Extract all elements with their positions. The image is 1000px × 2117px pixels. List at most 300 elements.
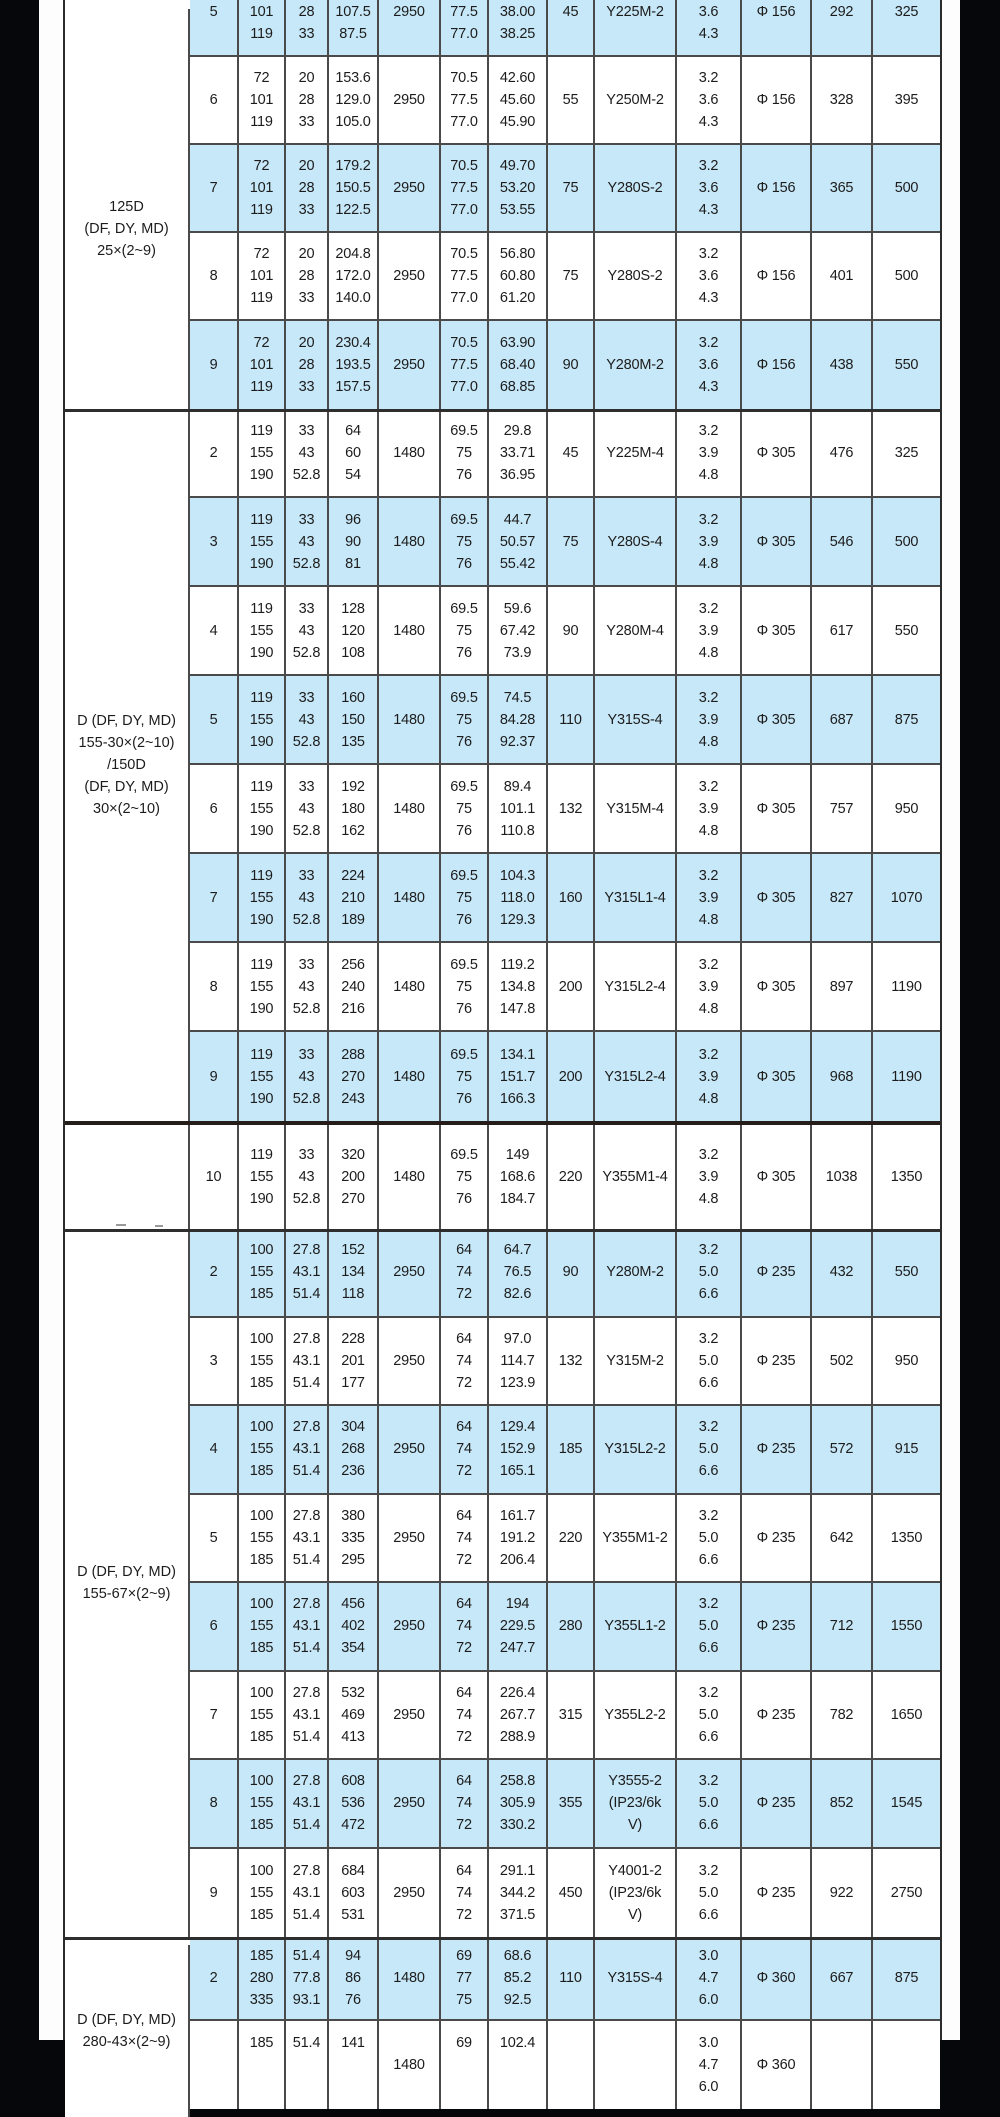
cell-npsh — [677, 2021, 742, 2109]
cell-value: 27.8 — [292, 1242, 321, 1259]
cell-value: 6 — [209, 92, 218, 108]
cell-value: 73.9 — [503, 644, 532, 661]
cell-value: 4.3 — [698, 379, 719, 395]
cell-value: 3.9 — [698, 889, 719, 906]
cell-value: 4.8 — [698, 466, 719, 483]
cell-value: 9 — [209, 1068, 218, 1085]
cell-value: 77 — [456, 1970, 472, 1986]
cell-value: 1480 — [393, 1168, 425, 1185]
cell-power — [489, 676, 548, 763]
cell-value: 77.0 — [450, 26, 478, 42]
cell-imp — [742, 1583, 812, 1670]
cell-value: 3.6 — [698, 92, 719, 108]
cell-npsh — [677, 498, 742, 585]
cell-speed — [379, 676, 441, 763]
table-row — [190, 145, 940, 233]
cell-speed — [379, 498, 441, 585]
cell-value: 74 — [456, 1795, 472, 1812]
cell-value: 380 — [341, 1507, 365, 1524]
cell-value: 2950 — [393, 1352, 425, 1369]
cell-pm — [548, 1583, 595, 1670]
cell-model — [595, 1760, 677, 1847]
cell-value: 90 — [562, 622, 579, 639]
cell-value: 61.20 — [499, 290, 536, 306]
cell-price — [873, 1760, 940, 1847]
cell-value: 77.5 — [450, 180, 478, 196]
cell-value: 33 — [298, 202, 315, 218]
cell-imp — [742, 0, 812, 55]
cell-value: 617 — [829, 622, 854, 639]
cell-flow — [239, 1318, 286, 1405]
cell-value: 100 — [249, 1242, 274, 1259]
cell-value: 28 — [298, 92, 315, 108]
cell-value: 2950 — [393, 180, 425, 196]
cell-head — [329, 1124, 379, 1229]
cell-value: 72 — [456, 1640, 472, 1657]
cell-value: 1480 — [393, 711, 425, 728]
cell-value: 4.7 — [698, 2057, 719, 2073]
cell-h1 — [286, 321, 329, 409]
cell-value: Φ 305 — [756, 978, 796, 995]
cell-value: 532 — [341, 1684, 365, 1701]
cell-value: 20 — [298, 335, 315, 351]
cell-value: 33 — [298, 114, 315, 130]
cell-value: 68.40 — [499, 357, 536, 373]
cell-weight — [812, 321, 873, 409]
cell-imp — [742, 145, 812, 231]
cell-value: 118 — [341, 1286, 365, 1303]
cell-value: 60.80 — [499, 268, 536, 284]
cell-value: 76 — [456, 733, 472, 750]
cell-npsh — [677, 587, 742, 674]
table-row — [190, 1406, 940, 1495]
cell-value: 270 — [341, 1068, 365, 1085]
cell-value: 1190 — [891, 1068, 922, 1085]
cell-value: 101 — [249, 4, 274, 20]
cell-value: 190 — [249, 644, 274, 661]
cell-value: 38.25 — [499, 26, 536, 42]
table-section-D155-67-series — [65, 1229, 940, 1937]
cell-value: 185 — [249, 1640, 274, 1657]
cell-eff — [441, 1406, 489, 1493]
cell-value: 43.1 — [292, 1884, 321, 1901]
cell-value: Φ 305 — [756, 889, 796, 906]
cell-value: 438 — [829, 357, 854, 373]
cell-head — [329, 1849, 379, 1938]
cell-value: Y280S-2 — [607, 268, 663, 284]
cell-value: 371.5 — [499, 1906, 536, 1923]
cell-head — [329, 1760, 379, 1847]
cell-value: 100 — [249, 1507, 274, 1524]
cell-value: 69.5 — [450, 689, 478, 706]
cell-flow — [239, 854, 286, 941]
cell-value: Y355M1-2 — [602, 1529, 668, 1546]
page-break-line — [65, 1121, 940, 1125]
cell-value: 76 — [456, 644, 472, 661]
cell-value: 84.28 — [499, 711, 536, 728]
cell-value: 3.2 — [698, 1419, 719, 1436]
cell-power — [489, 321, 548, 409]
cell-value: 2750 — [890, 1884, 923, 1901]
cell-pm — [548, 233, 595, 319]
cell-value: 43 — [298, 978, 315, 995]
cell-value: 114.7 — [500, 1352, 535, 1369]
cell-value: 43 — [298, 622, 315, 639]
cell-speed — [379, 1672, 441, 1759]
cell-value: 550 — [894, 357, 919, 373]
cell-value: 72 — [253, 70, 270, 86]
cell-value: 288.9 — [499, 1728, 536, 1745]
cell-value: 2 — [209, 1970, 218, 1986]
cell-eff — [441, 676, 489, 763]
cell-imp — [742, 765, 812, 852]
cell-value: 228 — [341, 1330, 365, 1347]
cell-flow — [239, 409, 286, 496]
cell-value: 224 — [341, 867, 365, 884]
cell-model — [595, 587, 677, 674]
cell-npsh — [677, 0, 742, 55]
cell-value: 100 — [249, 1862, 274, 1879]
cell-value: 210 — [341, 889, 365, 906]
cell-value: 291.1 — [499, 1862, 536, 1879]
cell-head — [329, 943, 379, 1030]
cell-value: 27.8 — [292, 1419, 321, 1436]
cell-price — [873, 1672, 940, 1759]
cell-value: Y315L2-2 — [604, 1441, 666, 1458]
cell-stage — [190, 1124, 239, 1229]
cell-head — [329, 1495, 379, 1582]
cell-value: 44.7 — [503, 511, 532, 528]
cell-value: 43 — [298, 711, 315, 728]
cell-h1 — [286, 233, 329, 319]
cell-value: 36.95 — [499, 466, 536, 483]
series-label-line: 30×(2~10) — [93, 801, 160, 817]
cell-value: 43.1 — [292, 1795, 321, 1812]
cell-value: 74.5 — [503, 689, 532, 706]
cell-model — [595, 943, 677, 1030]
cell-npsh — [677, 1672, 742, 1759]
cell-value: 149 — [505, 1146, 530, 1163]
cell-value: 1350 — [890, 1529, 923, 1546]
cell-value: 51.4 — [292, 1728, 321, 1745]
cell-h1 — [286, 409, 329, 496]
cell-value: Y315S-4 — [607, 711, 663, 728]
cell-value: Y4001-2 — [608, 1862, 662, 1879]
cell-value: 72 — [253, 335, 270, 351]
cell-model — [595, 321, 677, 409]
cell-value: 184.7 — [499, 1190, 536, 1207]
cell-npsh — [677, 1760, 742, 1847]
cell-speed — [379, 409, 441, 496]
cell-value: 6.0 — [698, 2079, 719, 2095]
cell-value: 77.0 — [450, 379, 478, 395]
cell-value: 119 — [250, 689, 273, 706]
cell-value: 1550 — [890, 1618, 923, 1635]
cell-npsh — [677, 1583, 742, 1670]
cell-npsh — [677, 676, 742, 763]
cell-value: 128 — [341, 600, 365, 617]
table-row — [190, 409, 940, 498]
series-label — [65, 1229, 190, 1937]
cell-value: 74 — [456, 1529, 472, 1546]
content-page — [39, 0, 960, 2095]
cell-value: 3.6 — [698, 357, 719, 373]
cell-imp — [742, 1406, 812, 1493]
cut-text-artifact — [155, 1225, 163, 1227]
cell-value: 157.5 — [335, 379, 371, 395]
cell-pm — [548, 765, 595, 852]
cell-value: 365 — [829, 180, 854, 196]
cell-value: 190 — [249, 466, 274, 483]
cell-stage — [190, 1849, 239, 1938]
cell-flow — [239, 1406, 286, 1493]
cell-pm — [548, 1318, 595, 1405]
table-row — [190, 1849, 940, 1938]
cell-value: 536 — [341, 1795, 365, 1812]
cell-h1 — [286, 0, 329, 55]
cell-value: 3.2 — [698, 1330, 719, 1347]
cell-value: 51.4 — [292, 1948, 321, 1964]
cell-value: Φ 305 — [756, 444, 796, 461]
cell-value: 1480 — [393, 444, 425, 461]
cell-value: 684 — [341, 1862, 365, 1879]
cell-value: 1480 — [393, 978, 425, 995]
cell-value: 155 — [249, 444, 274, 461]
cell-value: 100 — [249, 1684, 274, 1701]
cell-power — [489, 1760, 548, 1847]
cell-speed — [379, 233, 441, 319]
cell-pm — [548, 1937, 595, 2019]
cell-value: 72 — [456, 1906, 472, 1923]
cell-stage — [190, 587, 239, 674]
cell-value: 3.9 — [698, 622, 719, 639]
cell-value: 5 — [209, 711, 218, 728]
cell-stage — [190, 1583, 239, 1670]
cell-value: 76 — [345, 1992, 361, 2008]
cell-head — [329, 1937, 379, 2019]
cell-value: 101 — [249, 268, 274, 284]
cell-value: 258.8 — [499, 1773, 536, 1790]
cell-value: 7 — [209, 889, 218, 906]
cell-npsh — [677, 1406, 742, 1493]
cell-value: 500 — [894, 268, 919, 284]
cell-value: 3.9 — [698, 533, 719, 550]
cell-value: 75 — [562, 268, 579, 284]
cell-eff — [441, 1937, 489, 2019]
cell-value: 86 — [345, 1970, 361, 1986]
cell-value: 1480 — [393, 800, 425, 817]
cell-value: 5.0 — [698, 1706, 719, 1723]
table-row — [190, 943, 940, 1032]
cell-value: 1480 — [393, 533, 425, 550]
cell-value: 43.1 — [292, 1529, 321, 1546]
cell-value: V) — [627, 1906, 643, 1923]
cell-value: 69.5 — [450, 600, 478, 617]
series-label-line: 125D — [109, 199, 144, 215]
cell-value: 3.9 — [698, 800, 719, 817]
cell-value: 59.6 — [503, 600, 532, 617]
cell-weight — [812, 1937, 873, 2019]
table-row — [190, 321, 940, 409]
cell-value: 712 — [829, 1618, 854, 1635]
cell-weight — [812, 854, 873, 941]
cell-value: 155 — [249, 1795, 274, 1812]
cell-value: 6.6 — [698, 1817, 719, 1834]
cell-value: 550 — [894, 1264, 919, 1281]
cell-value: 75 — [456, 711, 472, 728]
cell-value: 3.9 — [698, 444, 719, 461]
cell-value: 94 — [345, 1948, 361, 1964]
cell-value: 33 — [298, 1046, 315, 1063]
cell-power — [489, 1672, 548, 1759]
cell-value: 33 — [298, 26, 315, 42]
cell-imp — [742, 1937, 812, 2019]
cell-value: Φ 360 — [756, 1970, 796, 1986]
cell-value: 4 — [209, 1441, 218, 1458]
cell-value: 185 — [249, 1948, 274, 1964]
cell-stage — [190, 233, 239, 319]
cell-weight — [812, 1495, 873, 1582]
cell-eff — [441, 1229, 489, 1316]
cell-power — [489, 854, 548, 941]
cell-flow — [239, 1937, 286, 2019]
cell-value: 155 — [249, 1168, 274, 1185]
cell-value: 1650 — [890, 1706, 923, 1723]
cell-value: 3.6 — [698, 180, 719, 196]
cell-head — [329, 587, 379, 674]
cell-value: 27.8 — [292, 1507, 321, 1524]
cell-value: 75 — [456, 1168, 472, 1185]
cell-price — [873, 1318, 940, 1405]
cell-value: 915 — [894, 1441, 919, 1458]
cell-value: Φ 235 — [756, 1352, 796, 1369]
cell-value: 456 — [341, 1596, 365, 1613]
cell-value: 1480 — [393, 1970, 425, 1986]
cell-value: 6.0 — [698, 1992, 719, 2008]
cell-price — [873, 409, 940, 496]
cell-value: 72 — [456, 1286, 472, 1303]
cell-value: 5.0 — [698, 1441, 719, 1458]
cell-value: Φ 235 — [756, 1706, 796, 1723]
cell-value: 140.0 — [335, 290, 371, 306]
cell-value: 2 — [209, 444, 218, 461]
cell-value: Y315M-4 — [606, 800, 664, 817]
cell-speed — [379, 1495, 441, 1582]
series-label-line: D (DF, DY, MD) — [77, 2012, 176, 2028]
cell-stage — [190, 0, 239, 55]
cell-value: 3.9 — [698, 978, 719, 995]
cell-value: 64 — [456, 1596, 472, 1613]
cell-flow — [239, 498, 286, 585]
cell-head — [329, 321, 379, 409]
cell-h1 — [286, 1760, 329, 1847]
table-section-125D-series — [65, 0, 940, 409]
cell-value: 119 — [250, 511, 273, 528]
cell-imp — [742, 587, 812, 674]
cell-value: 179.2 — [335, 158, 371, 174]
cell-pm — [548, 1849, 595, 1938]
cell-value: 51.4 — [292, 1286, 321, 1303]
cell-h1 — [286, 676, 329, 763]
cell-weight — [812, 1849, 873, 1938]
cell-value: 6.6 — [698, 1728, 719, 1745]
cell-price — [873, 587, 940, 674]
cell-value: 33 — [298, 600, 315, 617]
cell-value: 2950 — [393, 1529, 425, 1546]
cell-value: 29.8 — [503, 422, 532, 439]
cell-value: 104.3 — [499, 867, 536, 884]
cell-eff — [441, 943, 489, 1030]
cell-value: 687 — [829, 711, 854, 728]
cell-value: 77.8 — [292, 1970, 321, 1986]
cell-value: 8 — [209, 978, 218, 995]
table-row — [190, 233, 940, 321]
cell-value: 64 — [456, 1773, 472, 1790]
cell-value: 4.8 — [698, 911, 719, 928]
cell-value: 72 — [456, 1551, 472, 1568]
section-divider — [65, 1937, 940, 1940]
cell-value: 1190 — [891, 978, 922, 995]
cell-flow — [239, 1495, 286, 1582]
table-row — [190, 765, 940, 854]
cell-stage — [190, 2021, 239, 2109]
cell-value: 4.8 — [698, 644, 719, 661]
cell-value: 147.8 — [499, 1000, 536, 1017]
cell-imp — [742, 2021, 812, 2109]
cell-value: 60 — [345, 444, 361, 461]
cell-power — [489, 943, 548, 1030]
cell-value: 100 — [249, 1419, 274, 1436]
cell-model — [595, 1583, 677, 1670]
cell-value: 90 — [562, 1264, 579, 1281]
cell-weight — [812, 1124, 873, 1229]
cell-value: 3.2 — [698, 1242, 719, 1259]
cell-value: 76 — [456, 911, 472, 928]
cell-price — [873, 0, 940, 55]
cell-stage — [190, 1032, 239, 1121]
cell-value: 52.8 — [292, 555, 321, 572]
cell-value: 90 — [345, 533, 361, 550]
cell-value: 122.5 — [335, 202, 371, 218]
cell-price — [873, 1937, 940, 2019]
cell-value: 69.5 — [450, 1146, 478, 1163]
cell-value: 7 — [209, 180, 218, 196]
cell-stage — [190, 498, 239, 585]
cell-value: Y355L2-2 — [604, 1706, 666, 1723]
cell-value: 33 — [298, 956, 315, 973]
cell-power — [489, 587, 548, 674]
cell-price — [873, 765, 940, 852]
cell-flow — [239, 57, 286, 143]
cell-pm — [548, 409, 595, 496]
cell-imp — [742, 233, 812, 319]
cell-value: 70.5 — [450, 158, 478, 174]
cell-head — [329, 57, 379, 143]
cell-value: 4.7 — [698, 1970, 719, 1986]
cell-value: 168.6 — [499, 1168, 536, 1185]
table-row — [190, 1937, 940, 2021]
cell-pm — [548, 1760, 595, 1847]
cell-model — [595, 854, 677, 941]
cell-value: 3.0 — [698, 1948, 719, 1964]
cell-value: 4.3 — [698, 114, 719, 130]
cell-value: 3.2 — [698, 778, 719, 795]
cell-value: 74 — [456, 1706, 472, 1723]
cell-value: 75 — [562, 180, 579, 196]
cell-value: 3 — [209, 533, 218, 550]
cell-value: 2950 — [393, 1618, 425, 1635]
cell-value: V) — [627, 1817, 643, 1834]
